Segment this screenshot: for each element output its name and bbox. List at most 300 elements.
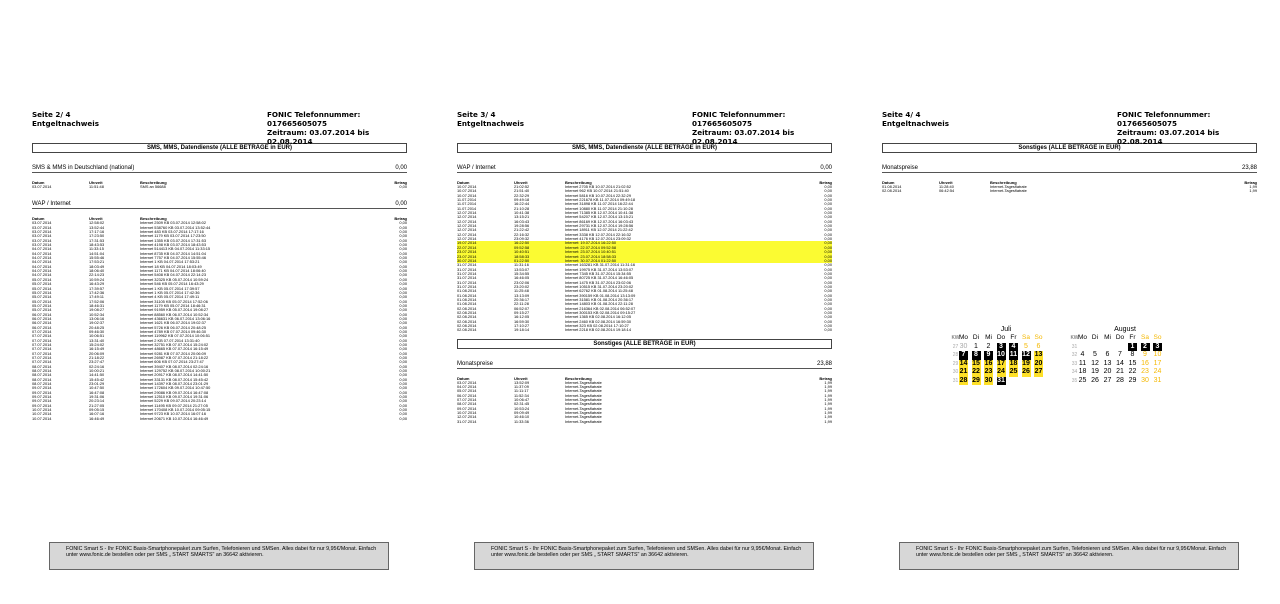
description-cell: Internet 2509 KB 03.07.2014 12:58:02	[140, 220, 206, 226]
description-cell: Internet 3338 KB 12.07.2014 22:16:32	[565, 231, 631, 237]
amount-cell: 0,00	[824, 288, 832, 294]
column-header: Uhrzeit	[89, 216, 103, 222]
amount-cell: 0,00	[399, 224, 407, 230]
section-name: WAP / Internet	[457, 165, 496, 171]
date-cell: 07.07.2014	[32, 359, 52, 365]
date-cell: 05.07.2014	[32, 307, 52, 313]
time-cell: 10:59:24	[89, 276, 105, 282]
section-header	[457, 360, 832, 369]
category-title: SMS, MMS, Datendienste (ALLE BETRÄGE in EUR)	[457, 143, 832, 153]
date-cell: 03.07.2014	[457, 379, 477, 385]
time-cell: 10:06:51	[89, 333, 105, 339]
date-cell: 07.07.2014	[32, 346, 52, 352]
calendar-day: 10	[997, 351, 1005, 358]
date-cell: 12.07.2014	[457, 223, 477, 229]
week-number: 28	[952, 352, 959, 358]
description-cell: Internet 172604 KB 09.07.2014 10:47:50	[140, 385, 211, 391]
description-cell: Internet 29731 KB 12.07.2014 19:28:56	[565, 223, 634, 229]
section-sum: 23,88	[816, 360, 832, 367]
week-number: 30	[952, 369, 959, 375]
weekday-label: Fr	[1010, 334, 1017, 341]
time-cell: 18:06:40	[89, 268, 105, 274]
calendar-day: 12	[1091, 359, 1099, 367]
time-cell: 10:41:38	[514, 210, 530, 216]
date-cell: 09.07.2014	[457, 405, 477, 411]
time-cell: 09:15:27	[514, 309, 530, 315]
section-header	[882, 164, 1257, 173]
amount-cell: 1,99	[1249, 188, 1257, 194]
date-cell: 10.07.2014	[32, 407, 52, 413]
amount-cell: 0,00	[399, 285, 407, 291]
date-cell: 08.07.2014	[32, 372, 52, 378]
section-sum: 0,00	[820, 165, 832, 171]
description-cell: Internet 1475 KB 31.07.2014 23:02:06	[565, 279, 631, 285]
week-number: 34	[1071, 369, 1078, 375]
amount-cell: 0,00	[399, 372, 407, 378]
description-cell: Internet 5408 KB 04.07.2014 22:14:23	[140, 272, 206, 278]
amount-cell: 0,00	[824, 214, 832, 220]
amount-cell: 0,00	[399, 315, 407, 321]
calendar-day: 21	[1116, 368, 1124, 375]
weekday-label: Fr	[1129, 334, 1136, 341]
description-cell: Internet 31581 KB 01.08.2014 20:36:17	[565, 296, 634, 302]
date-cell: 10.07.2014	[457, 184, 477, 189]
description-cell: Internet 86169 KB 12.07.2014 16:03:43	[565, 218, 634, 224]
date-cell: 01.08.2014	[882, 184, 902, 189]
description-cell: Internet 80725 KB 31.07.2014 16:46:05	[565, 275, 634, 281]
date-cell: 31.07.2014	[457, 266, 477, 272]
amount-cell: 0,00	[399, 298, 407, 304]
calendar-day: 3	[997, 343, 1006, 352]
time-cell: 13:53:07	[514, 266, 530, 272]
date-cell: 06.07.2014	[457, 392, 477, 398]
time-cell: 23:02:06	[514, 279, 530, 285]
calendar-day: 29	[1128, 376, 1137, 384]
date-cell: 07.07.2014	[32, 350, 52, 356]
date-cell: 02.08.2014	[882, 188, 902, 194]
date-cell: 08.07.2014	[32, 363, 52, 369]
calendar-day: 31	[1153, 376, 1162, 384]
calendar-day: 14	[959, 359, 968, 367]
date-cell: 04.07.2014	[32, 259, 52, 265]
description-cell: Internet 2218 KB 02.08.2014 19:18:14	[565, 327, 631, 333]
time-cell: 16:03:43	[514, 218, 530, 224]
amount-cell: 0,00	[824, 218, 832, 224]
calendar-week	[1070, 351, 1170, 360]
calendar-day: 13	[1034, 351, 1043, 358]
description-cell: Internet-Tagesflatrate	[565, 405, 602, 411]
statement-page-2	[32, 110, 407, 558]
time-cell: 18:03:49	[89, 263, 105, 269]
amount-cell: 0,00	[399, 328, 407, 334]
amount-cell: 0,00	[824, 266, 832, 272]
column-header: Datum	[32, 216, 45, 222]
date-cell: 30.07.2014	[457, 257, 477, 263]
description-cell: Internet 4 KB 05.07.2014 17:49:11	[140, 294, 200, 300]
column-header: Beschreibung	[565, 375, 592, 381]
calendar-day: 18	[1009, 359, 1018, 367]
calendar-day: 11	[1078, 359, 1087, 367]
date-cell: 01.08.2014	[457, 301, 477, 307]
calendar-weekday-header	[951, 334, 1051, 343]
description-cell: Internet 4789 KB 07.07.2014 09:46:30	[140, 328, 206, 334]
time-cell: 22:16:32	[514, 231, 530, 237]
weekday-label: Sa	[1022, 334, 1030, 341]
week-number: 31	[952, 377, 959, 384]
amount-cell: 0,00	[399, 324, 407, 330]
date-cell: 01.08.2014	[457, 288, 477, 294]
column-header: Uhrzeit	[89, 180, 103, 185]
amount-cell: 0,00	[399, 415, 407, 421]
amount-cell: 0,00	[824, 314, 832, 320]
description-cell: Internet 5229 KB 09.07.2014 20:23:14	[140, 398, 206, 404]
date-cell: 12.07.2014	[457, 210, 477, 216]
description-cell: SMS an 56688	[140, 184, 166, 189]
weekday-label: Sa	[1141, 334, 1149, 341]
time-cell: 13:13:09	[514, 292, 530, 298]
page-header	[32, 110, 407, 146]
amount-cell: 1,99	[1249, 184, 1257, 189]
description-cell: Internet 39407 KB 08.07.2014 02:24:16	[140, 363, 209, 369]
amount-cell: 1,99	[824, 401, 832, 407]
description-cell: Internet 119962 KB 07.07.2014 10:06:51	[140, 333, 211, 339]
description-cell: Internet 54207 KB 12.07.2014 13:15:21	[565, 214, 634, 220]
description-cell: Internet 32751 KB 07.07.2014 15:24:02	[140, 341, 209, 347]
description-cell: Internet: 23.07.2014 10:40:51	[565, 249, 617, 255]
calendar-day: 30	[1141, 376, 1149, 384]
date-cell: 08.07.2014	[32, 368, 52, 374]
date-cell: 03.07.2014	[32, 184, 52, 189]
time-cell: 11:25:48	[514, 288, 529, 294]
date-cell: 11.07.2014	[457, 197, 477, 203]
date-cell: 09.07.2014	[32, 394, 52, 400]
date-cell: 05.07.2014	[32, 294, 52, 300]
amount-cell: 0,00	[399, 276, 407, 282]
description-cell: Internet-Tagesflatrate	[565, 401, 602, 407]
section-header	[457, 164, 832, 173]
description-cell: Internet 1 KB 05.07.2014 17:42:36	[140, 289, 200, 295]
document-title: Entgeltnachweis	[882, 119, 949, 128]
time-cell: 14:51:04	[89, 250, 105, 256]
amount-cell: 0,00	[824, 244, 832, 250]
description-cell: Internet 88560 KB 06.07.2014 10:52:34	[140, 311, 209, 317]
section-name: Monatspreise	[457, 360, 494, 367]
time-cell: 17:17:16	[89, 229, 105, 235]
calendar-day: 17	[1153, 359, 1162, 367]
calendar-day: 2	[986, 342, 991, 350]
date-cell: 12.07.2014	[457, 414, 477, 420]
description-cell: Internet: 19.07.2014 16:22:50	[565, 240, 617, 246]
description-cell: Internet 20917 KB 08.07.2014 14:41:50	[140, 372, 209, 378]
calendar-weekday-header	[1070, 334, 1170, 343]
category-title: Sonstiges (ALLE BETRÄGE in EUR)	[882, 143, 1257, 153]
weekday-label: Mi	[985, 334, 992, 341]
description-cell: Internet 163281 KB 31.07.2014 11:31:16	[565, 262, 636, 268]
calendar-july	[951, 326, 1051, 385]
date-cell: 12.07.2014	[457, 231, 477, 237]
amount-cell: 0,00	[399, 333, 407, 339]
description-cell: Internet 2460 KB 02.08.2014 16:59:30	[565, 318, 631, 324]
calendar-day: 19	[1022, 359, 1030, 367]
amount-cell: 0,00	[399, 255, 407, 261]
time-cell: 19:18:14	[514, 327, 530, 333]
calendar-day: 4	[1080, 351, 1085, 358]
description-cell: Internet 62762 KB 01.08.2014 11:25:48	[565, 288, 633, 294]
column-header: Uhrzeit	[514, 375, 528, 381]
time-cell: 09:09:49	[514, 410, 530, 416]
time-cell: 17:31:53	[89, 237, 105, 243]
time-cell: 09:46:30	[89, 328, 105, 334]
amount-cell: 0,00	[399, 381, 407, 387]
time-cell: 17:10:27	[514, 323, 530, 328]
amount-cell: 0,00	[399, 259, 407, 265]
calendar-day: 6	[1105, 351, 1110, 358]
date-cell: 07.07.2014	[32, 337, 52, 343]
amount-cell: 0,00	[399, 385, 407, 391]
date-cell: 10.07.2014	[457, 192, 477, 198]
date-cell: 08.07.2014	[457, 401, 477, 407]
promo-footer: FONIC Smart S - Ihr FONIC Basis-Smartphonepaket zum Surfen, Telefonieren und SMSen. Alles dabei für nur 9,95€/Monat. Einfach unter www.fonic.de bestellen oder per SMS „ START SMARTS" an 36642 aktivieren.	[474, 542, 814, 570]
date-cell: 31.07.2014	[457, 275, 477, 281]
amount-cell: 0,00	[824, 227, 832, 233]
amount-cell: 0,00	[399, 389, 407, 395]
description-cell: Internet-Tagesflatrate	[565, 392, 602, 398]
calendar-day: 5	[1093, 351, 1097, 358]
time-cell: 13:31:40	[89, 337, 105, 343]
description-cell: Internet 2 KB 07.07.2014 13:31:40	[140, 337, 200, 343]
time-cell: 10:00:21	[89, 368, 105, 374]
weekday-label: Mo	[959, 334, 969, 341]
amount-cell: 0,00	[824, 236, 832, 242]
amount-cell: 0,00	[824, 257, 832, 263]
calendar-day: 24	[997, 368, 1005, 375]
header-right	[692, 110, 832, 146]
time-cell: 19:02:37	[89, 320, 105, 326]
billing-period: Zeitraum: 03.07.2014 bis 02.08.2014	[692, 128, 795, 146]
time-cell: 15:24:02	[89, 341, 105, 347]
amount-cell: 0,00	[824, 210, 832, 216]
calendar-week	[951, 343, 1051, 352]
date-cell: 05.07.2014	[32, 289, 52, 295]
calendar-day: 28	[959, 376, 968, 384]
description-cell: Internet 14397 KB 08.07.2014 23:01:29	[140, 381, 209, 387]
description-cell: Internet 1179 KB 03.07.2014 17:23:50	[140, 233, 206, 239]
calendar-week	[1070, 343, 1170, 352]
date-cell: 04.07.2014	[32, 268, 52, 274]
amount-cell: 0,00	[399, 359, 407, 365]
calendar-day: 23	[1141, 368, 1149, 375]
time-cell: 11:33:36	[514, 418, 529, 424]
description-cell: Internet 29086 KB 09.07.2014 16:47:08	[140, 389, 209, 395]
column-header: Datum	[457, 180, 470, 185]
time-cell: 09:49:18	[514, 197, 530, 203]
date-cell: 23.07.2014	[457, 249, 477, 255]
time-cell: 17:53:21	[89, 259, 105, 265]
time-cell: 23:27:47	[89, 359, 105, 365]
calendar-day: 21	[959, 368, 968, 375]
calendar-day: 18	[1078, 368, 1087, 375]
description-cell: Internet 4176 KB 12.07.2014 23:09:32	[565, 236, 631, 242]
time-cell: 10:06:47	[514, 397, 530, 403]
phone-number: FONIC Telefonnummer: 017665605075	[267, 110, 361, 128]
calendar-day: 30	[959, 342, 968, 350]
amount-cell: 1,99	[824, 379, 832, 385]
promo-footer: FONIC Smart S - Ihr FONIC Basis-Smartphonepaket zum Surfen, Telefonieren und SMSen. Alles dabei für nur 9,95€/Monat. Einfach unter www.fonic.de bestellen oder per SMS „ START SMARTS" an 36642 aktivieren.	[899, 542, 1239, 570]
description-cell: Internet-Tagesflatrate	[565, 379, 602, 385]
description-cell: Internet 300153 KB 02.08.2014 09:15:27	[565, 309, 636, 315]
calendar-day: 19	[1091, 368, 1099, 375]
weekday-label: KW	[1070, 335, 1079, 341]
description-cell: Internet 606 KB 07.07.2014 23:27:47	[140, 359, 204, 365]
date-cell: 02.08.2014	[457, 309, 477, 315]
header-left	[457, 110, 524, 128]
time-cell: 10:53:24	[514, 405, 530, 411]
description-cell: Internet: 22.07.2014 09:52:58	[565, 244, 617, 250]
amount-cell: 0,00	[399, 229, 407, 235]
time-cell: 21:51:40	[514, 188, 530, 194]
date-cell: 04.07.2014	[32, 250, 52, 256]
date-cell: 04.07.2014	[32, 272, 52, 278]
date-cell: 05.07.2014	[457, 388, 477, 394]
calendar-day: 16	[1141, 359, 1149, 367]
time-cell: 11:28:40	[939, 184, 954, 189]
amount-cell: 0,00	[399, 289, 407, 295]
promo-footer: FONIC Smart S - Ihr FONIC Basis-Smartphonepaket zum Surfen, Telefonieren und SMSen. Alles dabei für nur 9,95€/Monat. Einfach unter www.fonic.de bestellen oder per SMS „ START SMARTS" an 36642 aktivieren.	[49, 542, 389, 570]
calendar-week	[951, 377, 1051, 386]
date-cell: 05.07.2014	[32, 298, 52, 304]
calendar-day: 4	[1009, 343, 1018, 352]
section-sum: 0,00	[395, 201, 407, 208]
date-cell: 11.07.2014	[457, 201, 477, 207]
category-title: Sonstiges (ALLE BETRÄGE in EUR)	[457, 339, 832, 349]
description-cell: Internet 538760 KB 03.07.2014 13:52:44	[140, 224, 211, 230]
description-cell: Internet 9281 KB 07.07.2014 20:06:09	[140, 350, 206, 356]
time-cell: 19:28:56	[514, 223, 530, 229]
description-cell: Internet 33131 KB 08.07.2014 15:45:42	[140, 376, 209, 382]
description-cell: Internet 31105 KB 05.07.2014 17:52:06	[140, 298, 208, 304]
time-cell: 20:48:25	[89, 324, 105, 330]
description-cell: Internet 1355 KB 03.07.2014 17:31:53	[140, 237, 206, 243]
amount-cell: 0,00	[824, 184, 832, 189]
amount-cell: 0,00	[399, 402, 407, 408]
time-cell: 16:22:50	[514, 240, 530, 246]
table-row	[32, 185, 407, 189]
amount-cell: 0,00	[399, 294, 407, 300]
amount-cell: 0,00	[399, 363, 407, 369]
description-cell: Internet 8735 KB 04.07.2014 14:51:04	[140, 250, 206, 256]
description-cell: Internet 546 KB 05.07.2014 16:43:29	[140, 281, 204, 287]
description-cell: Internet: 23.07.2014 18:58:33	[565, 253, 617, 259]
date-cell: 09.07.2014	[32, 398, 52, 404]
time-cell: 16:46:05	[514, 275, 530, 281]
description-cell: Internet 514413 KB 04.07.2014 11:33:15	[140, 246, 211, 252]
calendar-day: 10	[1153, 351, 1162, 358]
amount-cell: 0,00	[399, 407, 407, 413]
amount-cell: 0,00	[824, 253, 832, 259]
date-cell: 10.07.2014	[457, 410, 477, 416]
date-cell: 05.07.2014	[32, 302, 52, 308]
calendar-day: 14	[1116, 359, 1124, 367]
date-cell: 06.07.2014	[32, 311, 52, 317]
time-cell: 19:08:27	[89, 307, 105, 313]
date-cell: 09.07.2014	[32, 402, 52, 408]
amount-cell: 0,00	[399, 263, 407, 269]
time-cell: 22:11:28	[514, 301, 529, 307]
amount-cell: 0,00	[399, 250, 407, 256]
time-cell: 23:01:29	[89, 381, 105, 387]
time-cell: 06:42:54	[939, 188, 955, 194]
date-cell: 12.07.2014	[457, 214, 477, 220]
amount-cell: 0,00	[824, 231, 832, 237]
column-header: Beschreibung	[140, 216, 167, 222]
amount-cell: 0,00	[399, 220, 407, 226]
date-cell: 10.07.2014	[32, 415, 52, 421]
amount-cell: 0,00	[824, 197, 832, 203]
amount-cell: 1,99	[824, 410, 832, 416]
amount-cell: 0,00	[399, 184, 407, 189]
amount-cell: 1,99	[824, 388, 832, 394]
description-cell: Internet 1 KB 05.07.2014 17:39:57	[140, 285, 200, 291]
date-cell: 09.07.2014	[32, 385, 52, 391]
weekday-label: Di	[972, 334, 980, 341]
time-cell: 10:52:34	[89, 311, 105, 317]
time-cell: 17:23:50	[89, 233, 105, 239]
amount-cell: 1,99	[824, 392, 832, 398]
calendar-day: 15	[1128, 359, 1137, 367]
date-cell: 12.07.2014	[457, 227, 477, 233]
calendar-day: 26	[1091, 376, 1099, 384]
description-cell: Internet 1 KB 04.07.2014 17:53:21	[140, 259, 200, 265]
description-cell: Internet-Tagesflatrate	[990, 184, 1027, 189]
time-cell: 23:09:32	[514, 236, 530, 242]
date-cell: 05.07.2014	[32, 285, 52, 291]
column-header: Datum	[32, 180, 45, 185]
description-cell: Internet 7345 KB 31.07.2014 15:34:55	[565, 270, 631, 276]
column-header: Beschreibung	[990, 180, 1017, 185]
header-right	[267, 110, 407, 146]
description-cell: Internet 14803 KB 01.08.2014 22:11:28	[565, 301, 633, 307]
date-cell: 07.07.2014	[32, 355, 52, 360]
section-name: Monatspreise	[882, 165, 919, 171]
column-header: Betrag	[394, 216, 407, 222]
date-cell: 08.07.2014	[32, 381, 52, 387]
phone-number: FONIC Telefonnummer: 017665605075	[692, 110, 786, 128]
amount-cell: 0,00	[399, 233, 407, 239]
description-cell: Internet 216364 KB 02.08.2014 06:52:07	[565, 305, 636, 311]
description-cell: Internet-Tagesflatrate	[990, 188, 1027, 194]
calendar-day: 29	[972, 376, 980, 384]
calendar-month: Juli	[1000, 326, 1012, 333]
date-cell: 31.07.2014	[457, 270, 477, 276]
calendar-day: 30	[984, 376, 993, 384]
time-cell: 11:11:17	[514, 388, 529, 394]
amount-cell: 0,00	[399, 355, 407, 360]
amount-cell: 0,00	[824, 192, 832, 198]
calendar-day: 27	[1034, 368, 1043, 375]
amount-cell: 0,00	[824, 305, 832, 311]
page-header	[882, 110, 1257, 146]
page-number: Seite 4/ 4	[882, 110, 921, 119]
date-cell: 19.07.2014	[457, 240, 477, 246]
time-cell: 21:02:52	[514, 184, 530, 189]
time-cell: 17:39:57	[89, 285, 105, 291]
time-cell: 13:52:44	[89, 224, 105, 230]
weekday-label: Mo	[1078, 334, 1088, 341]
date-cell: 08.07.2014	[32, 376, 52, 382]
description-cell: Internet 18911 KB 12.07.2014 21:22:42	[565, 227, 633, 233]
statement-page-4	[882, 110, 1257, 558]
amount-cell: 1,99	[824, 397, 832, 403]
